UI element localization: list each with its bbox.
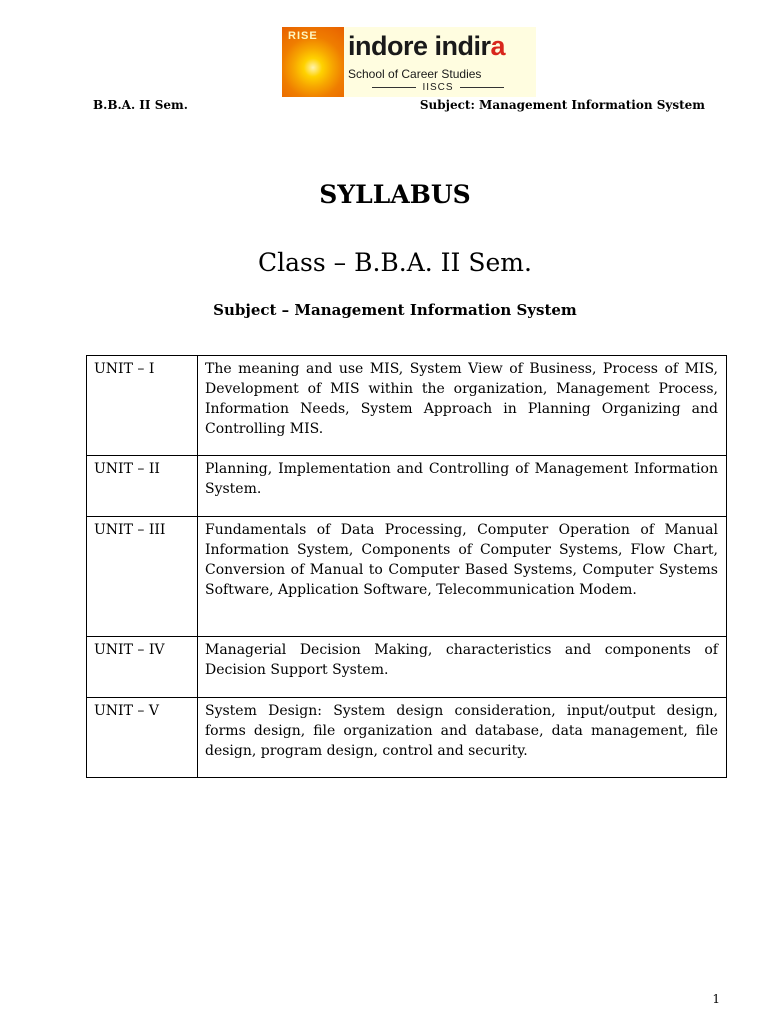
logo-rise-text: RISE [288,30,318,42]
logo-abbreviation: IISCS [348,82,528,93]
unit-label: UNIT – II [87,456,198,517]
unit-label: UNIT – V [87,698,198,778]
class-heading: Class – B.B.A. II Sem. [258,248,532,277]
unit-label: UNIT – IV [87,637,198,698]
table-row [87,356,727,456]
page-number: 1 [712,992,720,1006]
header-class: B.B.A. II Sem. [93,98,188,112]
unit-topics: System Design: System design consideration, input/output design, forms design, file organization and database, data management, file design, program design, control and security. [198,698,727,778]
table-row [87,698,727,778]
unit-topics: Fundamentals of Data Processing, Computer Operation of Manual Information System, Components of Computer Systems, Flow Chart, Conversion of Manual to Computer Based Systems, Computer Systems Software, Application Software, Telecommunication Modem. [198,517,727,637]
subject-heading: Subject – Management Information System [213,301,577,319]
unit-label: UNIT – III [87,517,198,637]
institute-logo [282,27,536,97]
logo-institute-name: indore indira [348,31,506,61]
page-title: SYLLABUS [319,180,471,209]
table-row [87,517,727,637]
unit-topics: Managerial Decision Making, characteristics and components of Decision Support System. [198,637,727,698]
syllabus-table [86,355,727,778]
table-row [87,456,727,517]
unit-topics: The meaning and use MIS, System View of Business, Process of MIS, Development of MIS within the organization, Management Process, Information Needs, System Approach in Planning Organizing and Controlling MIS. [198,356,727,456]
table-row [87,637,727,698]
unit-label: UNIT – I [87,356,198,456]
unit-topics: Planning, Implementation and Controlling of Management Information System. [198,456,727,517]
header-subject: Subject: Management Information System [419,98,705,112]
logo-school-name: School of Career Studies [348,67,482,81]
